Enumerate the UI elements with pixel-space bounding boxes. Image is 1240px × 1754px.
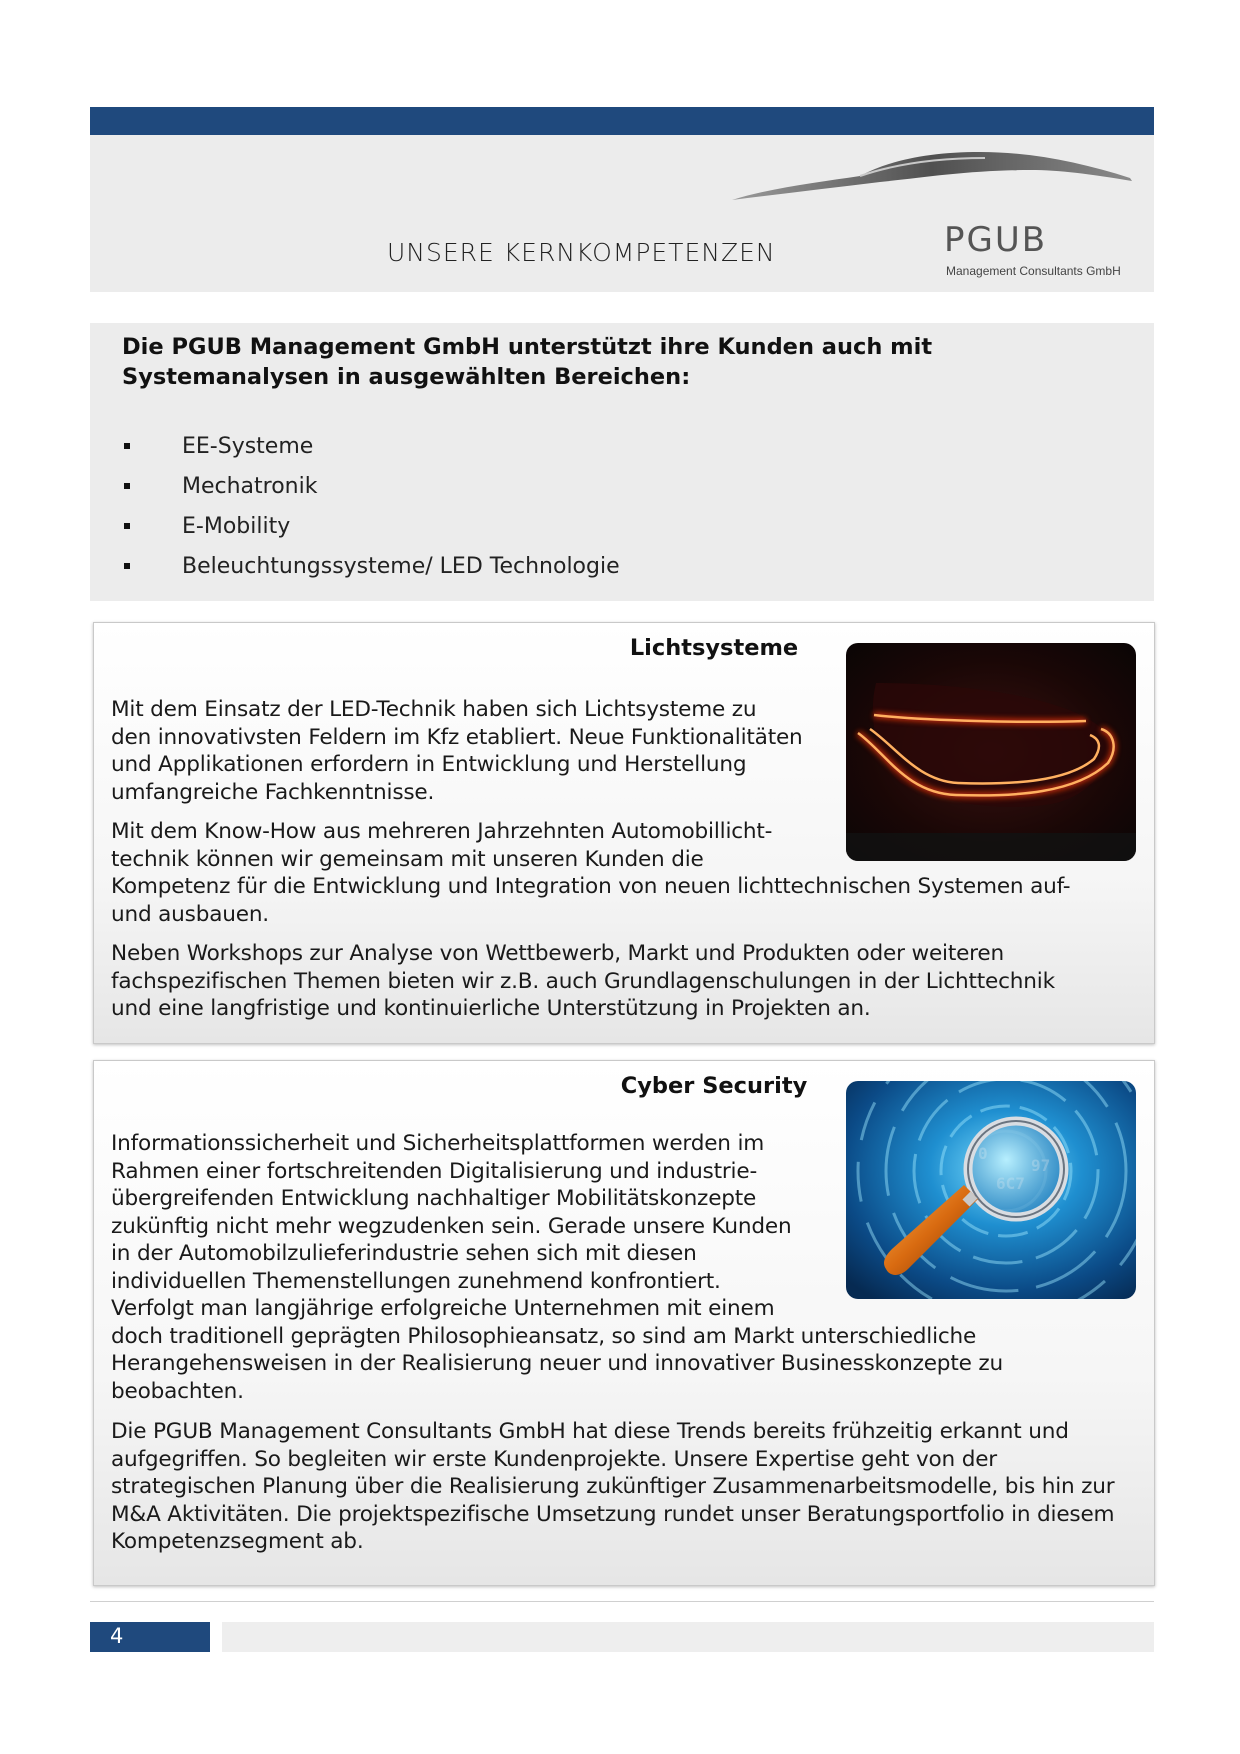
lichtsysteme-paragraph-3 [111,940,1055,1023]
cyber-security-paragraph-2 [111,1418,1114,1556]
text-line: Mit dem Einsatz der LED-Technik haben sich Lichtsysteme zu [111,697,757,722]
bullet-icon [124,443,130,449]
text-line: M&A Aktivitäten. Die projektspezifische Umsetzung rundet unser Beratungsportfolio in diesem [111,1501,1115,1527]
intro-lead: Die PGUB Management GmbH unterstützt ihre Kunden auch mit Systemanalysen in ausgewählten Bereichen: [122,334,933,390]
text-line: beobachten. [111,1378,244,1404]
text-line: Neben Workshops zur Analyse von Wettbewerb, Markt und Produkten oder weiteren [111,941,1004,966]
page-number-box [90,1622,210,1652]
text-line: umfangreiche Fachkenntnisse. [111,779,435,805]
text-line: fachspezifischen Themen bieten wir z.B. auch Grundlagenschulungen in der Lichttechnik [111,968,1055,994]
lichtsysteme-card [93,622,1155,1044]
list-item [122,506,620,546]
text-line: Rahmen einer fortschreitenden Digitalisierung und industrie- [111,1158,758,1184]
text-line: Kompetenz für die Entwicklung und Integration von neuen lichttechnischen Systemen auf- [111,874,1071,899]
bullet-icon [124,523,130,529]
text-line: zukünftig nicht mehr wegzudenken sein. Gerade unsere Kunden [111,1213,792,1239]
text-line: doch traditionell geprägten Philosophieansatz, so sind am Markt unterschiedliche [111,1323,977,1349]
lichtsysteme-paragraph-1 [111,696,803,806]
list-item [122,426,620,466]
competence-list [122,426,620,586]
text-line: Verfolgt man langjährige erfolgreiche Unternehmen mit einem [111,1296,775,1321]
text-line: strategischen Planung über die Realisierung zukünftiger Zusammenarbeitsmodelle, bis hin zur [111,1474,1115,1499]
text-line: Herangehensweisen in der Realisierung neuer und innovativer Businesskonzepte zu [111,1351,1003,1376]
list-item-label: EE-Systeme [182,433,314,459]
page-title: UNSERE KERNKOMPETENZEN [387,238,776,267]
text-line: aufgegriffen. So begleiten wir erste Kundenprojekte. Unsere Expertise geht von der [111,1446,997,1472]
cyber-security-card [93,1060,1155,1586]
car-silhouette-logo [730,148,1135,206]
company-logo-text: PGUB [944,220,1048,260]
text-line: Kompetenzsegment ab. [111,1529,364,1554]
bullet-icon [124,483,130,489]
text-line: Die PGUB Management Consultants GmbH hat diese Trends bereits frühzeitig erkannt und [111,1419,1069,1444]
text-line: übergreifenden Entwicklung nachhaltiger Mobilitätskonzepte [111,1186,757,1211]
text-line: und eine langfristige und kontinuierliche Unterstützung in Projekten an. [111,996,871,1021]
text-line: Informationssicherheit und Sicherheitsplattformen werden im [111,1131,765,1156]
footer-bar [222,1622,1154,1652]
list-item-label: Mechatronik [182,473,318,499]
text-line: und Applikationen erfordern in Entwicklung und Herstellung [111,752,747,777]
text-line: technik können wir gemeinsam mit unseren Kunden die [111,846,704,872]
cyber-security-paragraph-1 [111,1130,1003,1405]
company-logo-subtitle: Management Consultants GmbH [946,264,1121,278]
header-bar [90,107,1154,135]
bullet-icon [124,563,130,569]
text-line: und ausbauen. [111,901,269,927]
list-item-label: Beleuchtungssysteme/ LED Technologie [182,553,620,579]
list-item-label: E-Mobility [182,513,291,539]
lichtsysteme-paragraph-2 [111,818,1070,928]
text-line: den innovativsten Feldern im Kfz etabliert. Neue Funktionalitäten [111,724,803,750]
page-number: 4 [110,1624,124,1648]
list-item [122,466,620,506]
text-line: Mit dem Know-How aus mehreren Jahrzehnten Automobillicht- [111,819,773,844]
footer-divider [90,1601,1154,1602]
text-line: in der Automobilzulieferindustrie sehen sich mit diesen [111,1241,697,1266]
cyber-security-title: Cyber Security [620,1073,808,1099]
lichtsysteme-title: Lichtsysteme [629,635,799,661]
list-item [122,546,620,586]
text-line: individuellen Themenstellungen zunehmend konfrontiert. [111,1268,721,1294]
